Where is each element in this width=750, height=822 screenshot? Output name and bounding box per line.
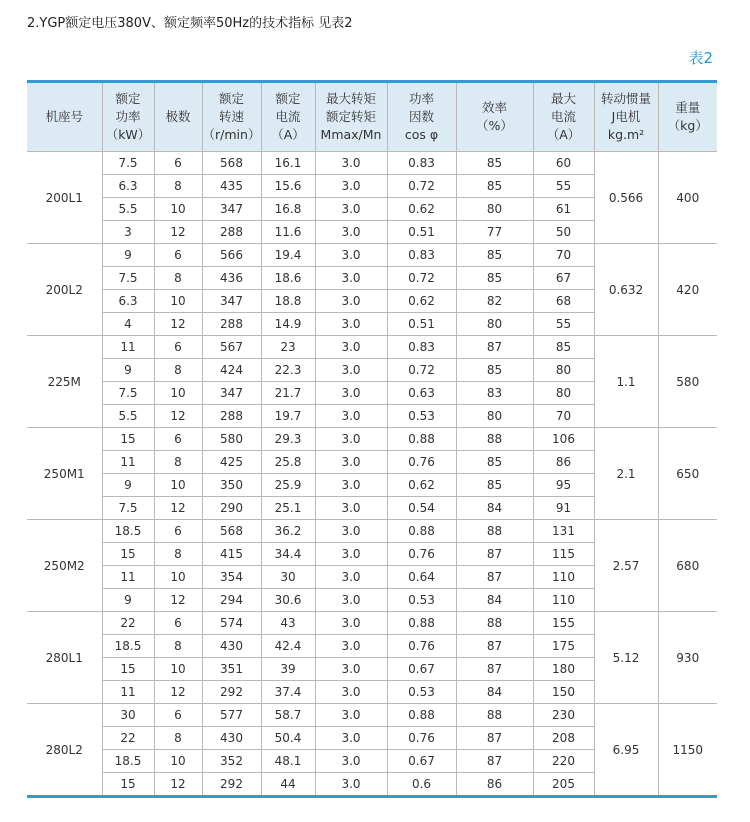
inertia-cell: 0.632: [594, 244, 658, 336]
poles-cell: 6: [154, 612, 202, 635]
speed-cell: 292: [202, 773, 261, 797]
inertia-cell: 5.12: [594, 612, 658, 704]
current-cell: 29.3: [261, 428, 315, 451]
header-weight: [658, 82, 717, 152]
speed-cell: 415: [202, 543, 261, 566]
poles-cell: 8: [154, 543, 202, 566]
current-cell: 18.8: [261, 290, 315, 313]
efficiency-cell: 80: [456, 198, 533, 221]
inertia-cell: 6.95: [594, 704, 658, 797]
poles-cell: 6: [154, 520, 202, 543]
speed-cell: 567: [202, 336, 261, 359]
max-current-cell: 155: [533, 612, 594, 635]
torque-ratio-cell: 3.0: [315, 405, 387, 428]
model-cell: 250M1: [27, 428, 102, 520]
power-cell: 15: [102, 658, 154, 681]
max-current-cell: 55: [533, 175, 594, 198]
power-cell: 6.3: [102, 175, 154, 198]
inertia-cell: 2.1: [594, 428, 658, 520]
torque-ratio-cell: 3.0: [315, 221, 387, 244]
torque-ratio-cell: 3.0: [315, 336, 387, 359]
poles-cell: 10: [154, 198, 202, 221]
header-line: 转速: [218, 109, 244, 124]
power-factor-cell: 0.88: [387, 612, 456, 635]
poles-cell: 10: [154, 566, 202, 589]
header-line: （%）: [476, 118, 513, 133]
max-current-cell: 175: [533, 635, 594, 658]
poles-cell: 6: [154, 244, 202, 267]
power-factor-cell: 0.67: [387, 658, 456, 681]
power-factor-cell: 0.53: [387, 589, 456, 612]
max-current-cell: 150: [533, 681, 594, 704]
speed-cell: 351: [202, 658, 261, 681]
power-cell: 9: [102, 244, 154, 267]
power-cell: 4: [102, 313, 154, 336]
speed-cell: 577: [202, 704, 261, 727]
efficiency-cell: 87: [456, 336, 533, 359]
poles-cell: 12: [154, 773, 202, 797]
header-max-current: [533, 82, 594, 152]
header-line: （kW）: [105, 127, 151, 142]
model-cell: 280L2: [27, 704, 102, 797]
table-row: [27, 704, 717, 727]
torque-ratio-cell: 3.0: [315, 152, 387, 175]
poles-cell: 12: [154, 497, 202, 520]
speed-cell: 347: [202, 198, 261, 221]
model-cell: 200L2: [27, 244, 102, 336]
power-cell: 7.5: [102, 382, 154, 405]
poles-cell: 8: [154, 727, 202, 750]
current-cell: 25.8: [261, 451, 315, 474]
current-cell: 18.6: [261, 267, 315, 290]
efficiency-cell: 85: [456, 152, 533, 175]
power-factor-cell: 0.62: [387, 474, 456, 497]
max-current-cell: 61: [533, 198, 594, 221]
current-cell: 36.2: [261, 520, 315, 543]
header-efficiency: [456, 82, 533, 152]
max-current-cell: 70: [533, 405, 594, 428]
power-cell: 9: [102, 359, 154, 382]
efficiency-cell: 80: [456, 405, 533, 428]
current-cell: 25.1: [261, 497, 315, 520]
header-line: （A）: [271, 127, 305, 142]
speed-cell: 566: [202, 244, 261, 267]
current-cell: 30: [261, 566, 315, 589]
current-cell: 48.1: [261, 750, 315, 773]
poles-cell: 8: [154, 267, 202, 290]
header-line: 因数: [408, 109, 434, 124]
header-speed: [202, 82, 261, 152]
speed-cell: 350: [202, 474, 261, 497]
header-line: （r/min）: [202, 127, 261, 142]
header-power-factor: [387, 82, 456, 152]
power-cell: 18.5: [102, 750, 154, 773]
power-factor-cell: 0.6: [387, 773, 456, 797]
header-line: Mmax/Mn: [320, 127, 382, 142]
header-line: （A）: [546, 127, 581, 142]
efficiency-cell: 85: [456, 267, 533, 290]
table-row: [27, 428, 717, 451]
power-factor-cell: 0.72: [387, 175, 456, 198]
speed-cell: 568: [202, 152, 261, 175]
current-cell: 11.6: [261, 221, 315, 244]
power-factor-cell: 0.62: [387, 290, 456, 313]
header-torque-ratio: [315, 82, 387, 152]
efficiency-cell: 85: [456, 175, 533, 198]
max-current-cell: 85: [533, 336, 594, 359]
header-line: 额定: [275, 91, 301, 106]
inertia-cell: 1.1: [594, 336, 658, 428]
torque-ratio-cell: 3.0: [315, 497, 387, 520]
efficiency-cell: 88: [456, 704, 533, 727]
torque-ratio-cell: 3.0: [315, 589, 387, 612]
speed-cell: 290: [202, 497, 261, 520]
speed-cell: 347: [202, 382, 261, 405]
power-factor-cell: 0.64: [387, 566, 456, 589]
header-line: 电流: [550, 109, 576, 124]
power-factor-cell: 0.72: [387, 359, 456, 382]
power-factor-cell: 0.83: [387, 152, 456, 175]
torque-ratio-cell: 3.0: [315, 520, 387, 543]
table-row: [27, 336, 717, 359]
power-factor-cell: 0.62: [387, 198, 456, 221]
efficiency-cell: 85: [456, 451, 533, 474]
torque-ratio-cell: 3.0: [315, 382, 387, 405]
torque-ratio-cell: 3.0: [315, 658, 387, 681]
torque-ratio-cell: 3.0: [315, 474, 387, 497]
speed-cell: 288: [202, 405, 261, 428]
header-line: 额定: [218, 91, 244, 106]
inertia-cell: 0.566: [594, 152, 658, 244]
current-cell: 34.4: [261, 543, 315, 566]
current-cell: 19.7: [261, 405, 315, 428]
speed-cell: 347: [202, 290, 261, 313]
poles-cell: 8: [154, 175, 202, 198]
header-line: 效率: [481, 100, 507, 115]
poles-cell: 10: [154, 658, 202, 681]
current-cell: 19.4: [261, 244, 315, 267]
current-cell: 50.4: [261, 727, 315, 750]
model-cell: 280L1: [27, 612, 102, 704]
table-row: [27, 520, 717, 543]
power-cell: 22: [102, 727, 154, 750]
power-cell: 7.5: [102, 497, 154, 520]
power-cell: 30: [102, 704, 154, 727]
torque-ratio-cell: 3.0: [315, 290, 387, 313]
torque-ratio-cell: 3.0: [315, 727, 387, 750]
current-cell: 58.7: [261, 704, 315, 727]
table-row: [27, 244, 717, 267]
efficiency-cell: 77: [456, 221, 533, 244]
current-cell: 30.6: [261, 589, 315, 612]
efficiency-cell: 87: [456, 658, 533, 681]
power-cell: 15: [102, 773, 154, 797]
torque-ratio-cell: 3.0: [315, 451, 387, 474]
poles-cell: 10: [154, 750, 202, 773]
max-current-cell: 180: [533, 658, 594, 681]
torque-ratio-cell: 3.0: [315, 543, 387, 566]
header-poles: [154, 82, 202, 152]
max-current-cell: 131: [533, 520, 594, 543]
header-model: [27, 82, 102, 152]
current-cell: 22.3: [261, 359, 315, 382]
torque-ratio-cell: 3.0: [315, 635, 387, 658]
power-cell: 6.3: [102, 290, 154, 313]
poles-cell: 12: [154, 313, 202, 336]
efficiency-cell: 86: [456, 773, 533, 797]
header-line: 重量: [675, 100, 701, 115]
torque-ratio-cell: 3.0: [315, 175, 387, 198]
power-factor-cell: 0.76: [387, 727, 456, 750]
current-cell: 43: [261, 612, 315, 635]
power-factor-cell: 0.76: [387, 635, 456, 658]
torque-ratio-cell: 3.0: [315, 267, 387, 290]
torque-ratio-cell: 3.0: [315, 244, 387, 267]
poles-cell: 12: [154, 221, 202, 244]
current-cell: 42.4: [261, 635, 315, 658]
max-current-cell: 230: [533, 704, 594, 727]
current-cell: 25.9: [261, 474, 315, 497]
max-current-cell: 115: [533, 543, 594, 566]
power-cell: 11: [102, 336, 154, 359]
power-cell: 15: [102, 428, 154, 451]
power-cell: 5.5: [102, 198, 154, 221]
power-factor-cell: 0.83: [387, 336, 456, 359]
power-cell: 11: [102, 566, 154, 589]
header-line: （kg）: [667, 118, 708, 133]
table-body: [27, 152, 717, 797]
weight-cell: 680: [658, 520, 717, 612]
efficiency-cell: 87: [456, 727, 533, 750]
poles-cell: 6: [154, 428, 202, 451]
poles-cell: 10: [154, 382, 202, 405]
current-cell: 15.6: [261, 175, 315, 198]
torque-ratio-cell: 3.0: [315, 566, 387, 589]
power-cell: 7.5: [102, 267, 154, 290]
motor-spec-table: [27, 80, 717, 798]
header-current: [261, 82, 315, 152]
header-line: 功率: [115, 109, 141, 124]
efficiency-cell: 88: [456, 428, 533, 451]
weight-cell: 650: [658, 428, 717, 520]
max-current-cell: 70: [533, 244, 594, 267]
header-line: 极数: [165, 109, 191, 124]
efficiency-cell: 87: [456, 566, 533, 589]
max-current-cell: 50: [533, 221, 594, 244]
max-current-cell: 110: [533, 589, 594, 612]
poles-cell: 6: [154, 336, 202, 359]
power-factor-cell: 0.51: [387, 221, 456, 244]
power-factor-cell: 0.67: [387, 750, 456, 773]
torque-ratio-cell: 3.0: [315, 681, 387, 704]
power-factor-cell: 0.63: [387, 382, 456, 405]
speed-cell: 574: [202, 612, 261, 635]
power-factor-cell: 0.76: [387, 451, 456, 474]
speed-cell: 430: [202, 727, 261, 750]
header-line: cos φ: [404, 127, 439, 142]
header-inertia: [594, 82, 658, 152]
poles-cell: 6: [154, 704, 202, 727]
efficiency-cell: 87: [456, 750, 533, 773]
header-line: 机座号: [45, 109, 83, 124]
poles-cell: 6: [154, 152, 202, 175]
header-line: 额定: [115, 91, 141, 106]
power-cell: 5.5: [102, 405, 154, 428]
poles-cell: 8: [154, 451, 202, 474]
power-factor-cell: 0.53: [387, 405, 456, 428]
poles-cell: 10: [154, 474, 202, 497]
max-current-cell: 205: [533, 773, 594, 797]
speed-cell: 580: [202, 428, 261, 451]
efficiency-cell: 80: [456, 313, 533, 336]
table-header-row: [27, 82, 717, 152]
power-factor-cell: 0.51: [387, 313, 456, 336]
header-line: 最大: [550, 91, 576, 106]
current-cell: 14.9: [261, 313, 315, 336]
max-current-cell: 80: [533, 359, 594, 382]
weight-cell: 420: [658, 244, 717, 336]
header-line: kg.m²: [607, 127, 645, 142]
max-current-cell: 110: [533, 566, 594, 589]
max-current-cell: 55: [533, 313, 594, 336]
speed-cell: 568: [202, 520, 261, 543]
weight-cell: 930: [658, 612, 717, 704]
power-factor-cell: 0.53: [387, 681, 456, 704]
power-factor-cell: 0.72: [387, 267, 456, 290]
current-cell: 37.4: [261, 681, 315, 704]
header-line: J电机: [611, 109, 641, 124]
speed-cell: 435: [202, 175, 261, 198]
efficiency-cell: 88: [456, 520, 533, 543]
efficiency-cell: 84: [456, 681, 533, 704]
power-cell: 11: [102, 451, 154, 474]
speed-cell: 436: [202, 267, 261, 290]
inertia-cell: 2.57: [594, 520, 658, 612]
max-current-cell: 60: [533, 152, 594, 175]
max-current-cell: 67: [533, 267, 594, 290]
speed-cell: 352: [202, 750, 261, 773]
torque-ratio-cell: 3.0: [315, 612, 387, 635]
current-cell: 16.1: [261, 152, 315, 175]
max-current-cell: 106: [533, 428, 594, 451]
max-current-cell: 208: [533, 727, 594, 750]
efficiency-cell: 82: [456, 290, 533, 313]
efficiency-cell: 87: [456, 635, 533, 658]
max-current-cell: 220: [533, 750, 594, 773]
intro-text: 2.YGP额定电压380V、额定频率50Hz的技术指标 见表2: [27, 16, 353, 31]
header-line: 额定转矩: [325, 109, 376, 124]
efficiency-cell: 85: [456, 474, 533, 497]
speed-cell: 430: [202, 635, 261, 658]
speed-cell: 294: [202, 589, 261, 612]
header-line: 功率: [408, 91, 434, 106]
max-current-cell: 80: [533, 382, 594, 405]
efficiency-cell: 84: [456, 589, 533, 612]
power-cell: 11: [102, 681, 154, 704]
power-factor-cell: 0.83: [387, 244, 456, 267]
max-current-cell: 86: [533, 451, 594, 474]
power-factor-cell: 0.88: [387, 704, 456, 727]
power-factor-cell: 0.54: [387, 497, 456, 520]
header-line: 电流: [275, 109, 301, 124]
poles-cell: 8: [154, 635, 202, 658]
efficiency-cell: 85: [456, 244, 533, 267]
max-current-cell: 91: [533, 497, 594, 520]
current-cell: 39: [261, 658, 315, 681]
max-current-cell: 95: [533, 474, 594, 497]
table-row: [27, 612, 717, 635]
poles-cell: 8: [154, 359, 202, 382]
power-cell: 22: [102, 612, 154, 635]
torque-ratio-cell: 3.0: [315, 704, 387, 727]
power-cell: 9: [102, 474, 154, 497]
power-factor-cell: 0.88: [387, 428, 456, 451]
torque-ratio-cell: 3.0: [315, 750, 387, 773]
torque-ratio-cell: 3.0: [315, 428, 387, 451]
weight-cell: 580: [658, 336, 717, 428]
header-line: 转动惯量: [600, 91, 651, 106]
weight-cell: 1150: [658, 704, 717, 797]
torque-ratio-cell: 3.0: [315, 198, 387, 221]
efficiency-cell: 87: [456, 543, 533, 566]
speed-cell: 292: [202, 681, 261, 704]
torque-ratio-cell: 3.0: [315, 313, 387, 336]
speed-cell: 288: [202, 313, 261, 336]
poles-cell: 10: [154, 290, 202, 313]
weight-cell: 400: [658, 152, 717, 244]
header-power: [102, 82, 154, 152]
torque-ratio-cell: 3.0: [315, 773, 387, 797]
power-factor-cell: 0.76: [387, 543, 456, 566]
table-row: [27, 152, 717, 175]
power-cell: 15: [102, 543, 154, 566]
torque-ratio-cell: 3.0: [315, 359, 387, 382]
power-cell: 18.5: [102, 520, 154, 543]
max-current-cell: 68: [533, 290, 594, 313]
model-cell: 200L1: [27, 152, 102, 244]
current-cell: 16.8: [261, 198, 315, 221]
power-cell: 7.5: [102, 152, 154, 175]
header-line: 最大转矩: [325, 91, 376, 106]
current-cell: 44: [261, 773, 315, 797]
efficiency-cell: 88: [456, 612, 533, 635]
poles-cell: 12: [154, 589, 202, 612]
efficiency-cell: 84: [456, 497, 533, 520]
poles-cell: 12: [154, 405, 202, 428]
speed-cell: 424: [202, 359, 261, 382]
current-cell: 21.7: [261, 382, 315, 405]
efficiency-cell: 85: [456, 359, 533, 382]
model-cell: 250M2: [27, 520, 102, 612]
poles-cell: 12: [154, 681, 202, 704]
speed-cell: 288: [202, 221, 261, 244]
table-number-label: 表2: [688, 49, 713, 67]
power-cell: 3: [102, 221, 154, 244]
power-factor-cell: 0.88: [387, 520, 456, 543]
speed-cell: 354: [202, 566, 261, 589]
power-cell: 9: [102, 589, 154, 612]
current-cell: 23: [261, 336, 315, 359]
power-cell: 18.5: [102, 635, 154, 658]
model-cell: 225M: [27, 336, 102, 428]
efficiency-cell: 83: [456, 382, 533, 405]
speed-cell: 425: [202, 451, 261, 474]
